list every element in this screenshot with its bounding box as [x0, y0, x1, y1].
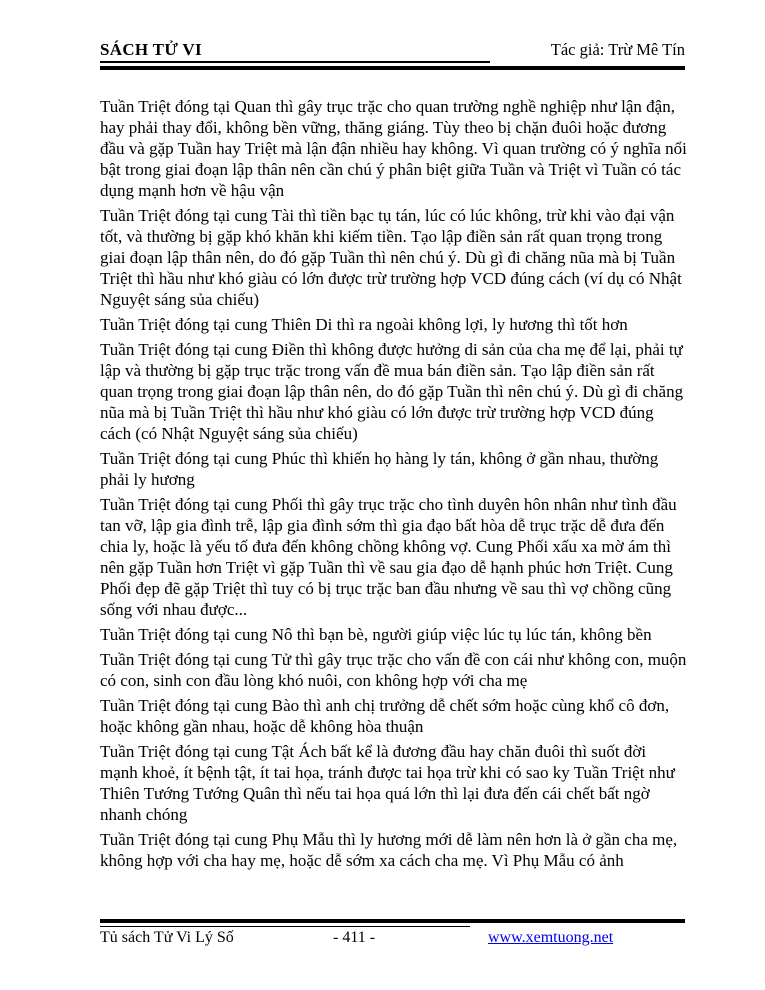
header-row: [100, 40, 685, 63]
page-footer: [100, 919, 685, 951]
paragraph-thien-di: Tuần Triệt đóng tại cung Thiên Di thì ra ngoài không lợi, ly hương thì tốt hơn: [100, 315, 628, 334]
footer-overline: [100, 926, 470, 927]
footer-rule: [100, 919, 685, 923]
author-credit: Tác giả: Trừ Mê Tín: [550, 40, 685, 59]
paragraph-tat-ach: Tuần Triệt đóng tại cung Tật Ách bất kể là đương đầu hay chăn đuôi thì suốt đời mạnh khoẻ, ít bệnh tật, ít tai họa, tránh được tai họa trừ khi có sao ky Tuần Triệt như Thiên Tướng Tướng Quân thì nếu tai họa quá lớn thì lại đưa đến cái chết bất ngờ nhanh chóng: [100, 742, 675, 824]
paragraph-phoi: Tuần Triệt đóng tại cung Phối thì gây trục trặc cho tình duyên hôn nhân như tình đầu tan vỡ, lập gia đình trễ, lập gia đình sớm thì gia đạo bất hòa dễ trục trặc dễ đưa đến chia ly, hoặc là yếu tố đưa đến không chồng không vợ. Cung Phối xấu xa mờ ám thì nên gặp Tuần hơn Triệt vì gặp Tuần thì về sau gia đạo dễ hạnh phúc hơn Triệt. Cung Phối đẹp đẽ gặp Triệt thì tuy có bị trục trặc ban đầu nhưng về sau thì vợ chồng cũng sống với nhau được...: [100, 495, 677, 619]
page-body: [100, 96, 688, 875]
paragraph-tai: Tuần Triệt đóng tại cung Tài thì tiền bạc tụ tán, lúc có lúc không, trừ khi vào đại vận tốt, và thường bị gặp khó khăn khi kiếm tiền. Tạo lập điền sản rất quan trọng trong giai đoạn lập thân nên, do đó gặp Tuần thì nên chú ý. Dù gì đi chăng nũa mà bị Tuần Triệt thì hầu như khó giàu có lớn được trừ trường hợp VCD đúng cách (ví dụ có Nhật Nguyệt sáng sủa chiếu): [100, 206, 682, 309]
footer-page-number: - 411 -: [333, 929, 376, 946]
footer-website-link[interactable]: www.xemtuong.net: [488, 929, 614, 946]
page-header: [100, 40, 685, 70]
book-title: SÁCH TỬ VI: [100, 40, 202, 59]
book-title-cell: [100, 40, 490, 63]
header-rule: [100, 66, 685, 70]
paragraph-phuc: Tuần Triệt đóng tại cung Phúc thì khiến họ hàng ly tán, không ở gần nhau, thường phải ly hương: [100, 449, 659, 489]
footer-row: [100, 929, 685, 951]
paragraph-no: Tuần Triệt đóng tại cung Nô thì bạn bè, người giúp việc lúc tụ lúc tán, không bền: [100, 625, 652, 644]
paragraph-quan: Tuần Triệt đóng tại Quan thì gây trục trặc cho quan trường nghề nghiệp như lận đận, hay phải thay đổi, không bền vững, thăng giáng. Tùy theo bị chặn đuôi hoặc đương đầu và gặp Tuần hay Triệt mà lận đận nhiều hay không. Vì quan trường có ý nghĩa nổi bật trong giai đoạn lập thân nên cần chú ý phân biệt giữa Tuần và Triệt vì Tuần có tác dụng mạnh hơn về hậu vận: [100, 97, 687, 200]
paragraph-dien: Tuần Triệt đóng tại cung Điền thì không được hưởng di sản của cha mẹ để lại, phải tự lập và thường bị gặp trục trặc trong vấn đề mua bán điền sản. Tạo lập điền sản rất quan trọng trong giai đoạn lập thân nên, do đó gặp Tuần thì nên chú ý. Dù gì đi chăng nũa mà bị Tuần Triệt thì hầu như khó giàu có lớn được trừ trường hợp VCD đúng cách (có Nhật Nguyệt sáng sủa chiếu): [100, 340, 684, 443]
paragraph-phu-mau: Tuần Triệt đóng tại cung Phụ Mẫu thì ly hương mới dễ làm nên hơn là ở gần cha mẹ, không hợp với cha hay mẹ, hoặc dễ sớm xa cách cha mẹ. Vì Phụ Mẫu có ảnh: [100, 830, 678, 870]
paragraph-bao: Tuần Triệt đóng tại cung Bào thì anh chị trưởng dễ chết sớm hoặc cùng khổ cô đơn, hoặc không gần nhau, hoặc dễ không hòa thuận: [100, 696, 670, 736]
paragraph-tu: Tuần Triệt đóng tại cung Tử thì gây trục trặc cho vấn đề con cái như không con, muộn có con, sinh con đầu lòng khó nuôi, con không hợp với cha mẹ: [100, 650, 687, 690]
footer-series-title: Tủ sách Tử Vi Lý Số: [100, 929, 234, 946]
